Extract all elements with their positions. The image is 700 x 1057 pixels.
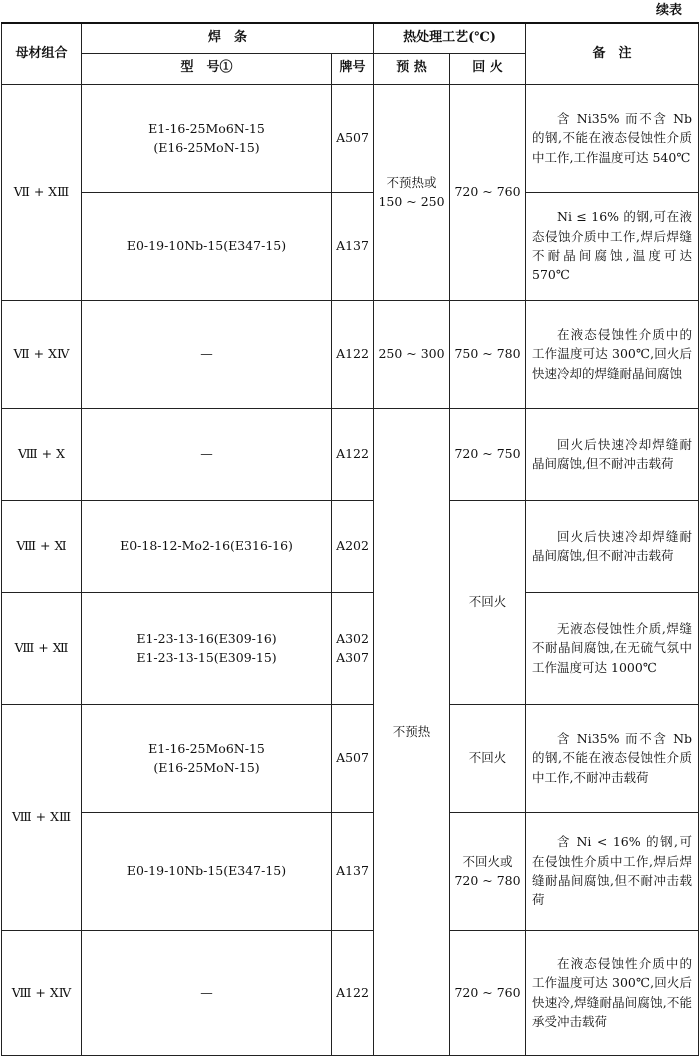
continuation-label: 续表 <box>655 3 682 18</box>
preheat-cell: 250 ~ 300 <box>374 300 450 408</box>
brand-cell <box>332 592 374 704</box>
brand-cell: A122 <box>332 408 374 500</box>
remark-text: Ni ≤ 16% 的钢,可在液态侵蚀介质中工作,焊后焊缝不耐晶间腐蚀,温度可达 570℃ <box>532 209 693 283</box>
header-preheat: 预 热 <box>374 53 450 84</box>
brand-cell: A507 <box>332 84 374 192</box>
remark-text: 无液态侵蚀性介质,焊缝不耐晶间腐蚀,在无硫气氛中工作温度可达 1000℃ <box>532 620 693 675</box>
preheat-cell: 不预热 <box>374 408 450 1055</box>
remark-cell <box>526 84 699 192</box>
combo-cell: Ⅷ + ⅩⅣ <box>2 930 82 1055</box>
preheat-line: 150 ~ 250 <box>378 194 445 209</box>
remark-text: 在液态侵蚀性介质中的工作温度可达 300℃,回火后快速冷,焊缝耐晶间腐蚀,不能承受冲击载荷 <box>532 955 693 1029</box>
model-cell <box>82 84 332 192</box>
brand-cell: A202 <box>332 500 374 592</box>
remark-text: 含 Ni < 16% 的钢,可在侵蚀性介质中工作,焊后焊缝耐晶间腐蚀,但不耐冲击载荷 <box>532 834 693 908</box>
remark-text: 回火后快速冷却焊缝耐晶间腐蚀,但不耐冲击载荷 <box>532 528 693 563</box>
brand-cell: A507 <box>332 704 374 812</box>
brand-cell: A122 <box>332 930 374 1055</box>
header-heat-treatment: 热处理工艺(℃) <box>374 23 526 53</box>
model-line: (E16-25MoN-15) <box>153 140 260 155</box>
model-line: E1-16-25Mo6N-15 <box>148 120 265 136</box>
temper-cell: 720 ~ 760 <box>450 930 526 1055</box>
model-cell: — <box>82 300 332 408</box>
welding-table <box>1 22 699 1056</box>
remark-cell <box>526 704 699 812</box>
brand-cell: A137 <box>332 192 374 300</box>
remark-text: 回火后快速冷却焊缝耐晶间腐蚀,但不耐冲击载荷 <box>532 436 693 471</box>
temper-cell: 750 ~ 780 <box>450 300 526 408</box>
temper-cell: 不回火 <box>450 500 526 704</box>
model-line: E1-16-25Mo6N-15 <box>148 740 265 756</box>
remark-text: 含 Ni35% 而不含 Nb 的钢,不能在液态侵蚀性介质中工作,不耐冲击载荷 <box>532 730 693 785</box>
remark-text: 在液态侵蚀性介质中的工作温度可达 300℃,回火后快速冷却的焊缝耐晶间腐蚀 <box>532 326 693 381</box>
remark-cell <box>526 592 699 704</box>
model-cell: — <box>82 930 332 1055</box>
brand-line: A302 <box>336 630 369 646</box>
brand-cell: A137 <box>332 812 374 930</box>
remark-cell <box>526 192 699 300</box>
temper-cell: 720 ~ 750 <box>450 408 526 500</box>
remark-cell <box>526 408 699 500</box>
model-cell: E0-19-10Nb-15(E347-15) <box>82 812 332 930</box>
brand-line: A307 <box>336 650 369 665</box>
temper-cell: 720 ~ 760 <box>450 84 526 300</box>
remark-text: 含 Ni35% 而不含 Nb 的钢,不能在液态侵蚀性介质中工作,工作温度可达 540℃ <box>532 110 693 165</box>
model-cell: E0-19-10Nb-15(E347-15) <box>82 192 332 300</box>
temper-cell: 不回火 <box>450 704 526 812</box>
model-cell <box>82 592 332 704</box>
header-base-combo: 母材组合 <box>2 23 82 84</box>
model-cell: E0-18-12-Mo2-16(E316-16) <box>82 500 332 592</box>
brand-cell: A122 <box>332 300 374 408</box>
header-electrode: 焊 条 <box>82 23 374 53</box>
model-line: E1-23-13-16(E309-16) <box>136 630 277 646</box>
temper-cell <box>450 812 526 930</box>
remark-cell <box>526 300 699 408</box>
header-remarks: 备 注 <box>526 23 699 84</box>
model-cell <box>82 704 332 812</box>
model-line: E1-23-13-15(E309-15) <box>136 650 277 665</box>
preheat-cell <box>374 84 450 300</box>
remark-cell <box>526 930 699 1055</box>
model-cell: — <box>82 408 332 500</box>
combo-cell: Ⅶ + ⅩⅣ <box>2 300 82 408</box>
combo-cell: Ⅷ + Ⅺ <box>2 500 82 592</box>
preheat-line: 不预热或 <box>386 174 437 190</box>
combo-cell: Ⅷ + Ⅻ <box>2 592 82 704</box>
remark-cell <box>526 500 699 592</box>
combo-cell: Ⅷ + Ⅹ <box>2 408 82 500</box>
temper-line: 不回火或 <box>462 853 513 869</box>
temper-line: 720 ~ 780 <box>454 873 521 888</box>
combo-cell: Ⅶ + ⅩⅢ <box>2 84 82 300</box>
remark-cell <box>526 812 699 930</box>
header-model: 型 号① <box>82 53 332 84</box>
header-temper: 回 火 <box>450 53 526 84</box>
header-brand: 牌号 <box>332 53 374 84</box>
model-line: (E16-25MoN-15) <box>153 760 260 775</box>
combo-cell: Ⅷ + ⅩⅢ <box>2 704 82 930</box>
